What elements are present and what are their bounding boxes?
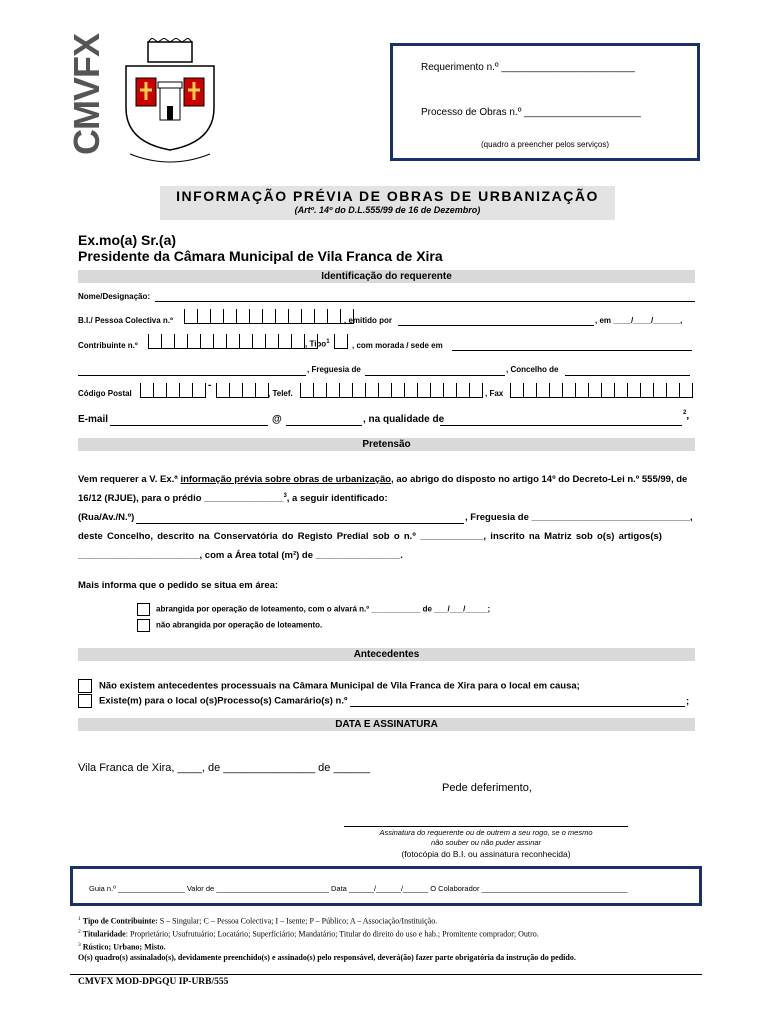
processo-camarario-field[interactable] [350, 695, 685, 707]
signature-caption-3: (fotocópia do B.I. ou assinatura reconhecida) [401, 849, 571, 859]
addressee-line2: Presidente da Câmara Municipal de Vila Franca de Xira [78, 248, 443, 264]
em-date-field[interactable]: , em ____/____/______, [595, 316, 683, 325]
emitido-label: , emitido por [344, 316, 392, 325]
emitido-field[interactable] [398, 316, 594, 326]
guia-box [70, 866, 702, 906]
checkbox[interactable] [78, 679, 92, 693]
codigo-postal-dash: - [208, 380, 212, 391]
contribuinte-label: Contribuinte n.º [78, 341, 138, 350]
services-box [390, 43, 700, 161]
checkbox[interactable] [137, 603, 150, 616]
footnotes [78, 914, 576, 964]
email-domain-field[interactable] [286, 416, 362, 426]
page-title: INFORMAÇÃO PRÉVIA DE OBRAS DE URBANIZAÇÃO [176, 188, 599, 204]
nome-field[interactable] [155, 292, 695, 302]
title-band [160, 186, 615, 220]
codigo-postal-boxes-1[interactable] [140, 383, 206, 398]
tipo-label: , Tipo$^1$ [305, 339, 330, 349]
fax-label: , Fax [485, 389, 504, 398]
area-option-loteamento[interactable]: abrangida por operação de loteamento, com o alvará n.º ___________ de ___/___/_____; [137, 603, 490, 616]
qualidade-label: , na qualidade de [363, 414, 445, 425]
checkbox[interactable] [137, 619, 150, 632]
requerimento-field[interactable]: Requerimento n.º ________________________ [421, 62, 635, 73]
antecedentes-option-2[interactable]: Existe(m) para o local o(s)Processo(s) Camarário(s) n.º [78, 694, 347, 708]
signature-caption-2: não souber ou não puder assinar [430, 838, 542, 847]
concelho-field[interactable] [565, 366, 690, 376]
area-option-nao-loteamento[interactable]: não abrangida por operação de loteamento. [137, 619, 322, 632]
pretensao-paragraph-4: deste Concelho, descrito na Conservatória do Registo Predial sob o n.º ____________, inscrito na Matriz sob o(s) artigos(s) [78, 531, 662, 542]
footnote-3: $^3$ Rústico; Urbano; Misto. [78, 942, 166, 952]
logo-vertical-text: CMVFX [66, 34, 107, 155]
tipo-box[interactable] [334, 334, 348, 349]
qualidade-field[interactable] [440, 416, 682, 426]
services-note: (quadro a preencher pelos serviços) [480, 140, 610, 149]
pede-deferimento: Pede deferimento, [442, 782, 532, 794]
contribuinte-boxes[interactable] [148, 334, 318, 349]
logo [60, 30, 225, 165]
pretensao-paragraph-3: (Rua/Av./N.º) [78, 512, 135, 523]
checkbox[interactable] [78, 694, 92, 708]
guia-fields[interactable]: Guia n.º ________________ Valor de ___________________________ Data ______/______/______ O Colaborador ___________________________________ [89, 884, 628, 893]
email-user-field[interactable] [110, 416, 268, 426]
freguesia-predio-field[interactable]: , Freguesia de ______________________________, [465, 512, 693, 523]
bi-boxes[interactable] [184, 309, 354, 324]
addressee-line1: Ex.mo(a) Sr.(a) [78, 232, 177, 248]
pretensao-paragraph-5: _______________________, com a Área total (m²) de ________________. [78, 550, 403, 561]
freguesia-label: , Freguesia de [307, 365, 361, 374]
nome-label: Nome/Designação: [78, 292, 151, 301]
form-code: CMVFX MOD-DPGQU IP-URB/555 [78, 977, 229, 987]
signature-line[interactable] [344, 816, 628, 827]
processo-obras-field[interactable]: Processo de Obras n.º _____________________ [421, 107, 641, 118]
morada-label: , com morada / sede em [352, 341, 443, 350]
concelho-label: , Concelho de [506, 365, 559, 374]
telef-label: , Telef. [268, 389, 293, 398]
antecedentes-end: ; [686, 696, 690, 707]
bi-label: B.I./ Pessoa Colectiva n.º [78, 316, 173, 325]
mais-informa-label: Mais informa que o pedido se situa em área: [78, 580, 279, 591]
footer-rule [70, 974, 702, 975]
footnote-2: $^2$ Titularidade: Proprietário; Usufrutuário; Locatário; Superficiário; Mandatário; Titular do direito do uso e hab.; Promitente comprador; Outro. [78, 929, 539, 939]
section-identificacao: Identificação do requerente [78, 270, 695, 283]
rua-field[interactable] [136, 512, 464, 524]
pretensao-paragraph-2: 16/12 (RJUE), para o prédio _______________$^3$, a seguir identificado: [78, 493, 388, 505]
local-data-field[interactable]: Vila Franca de Xira, ____, de _______________ de ______ [78, 762, 371, 774]
morada-continuation-field[interactable] [78, 366, 306, 376]
page-subtitle: (Artº. 14º do D.L.555/99 de 16 de Dezembro) [294, 205, 481, 215]
footnote-instruction: O(s) quadro(s) assinalado(s), devidamente preenchido(s) e assinado(s) pelo responsável, deverá(ão) fazer parte obrigatória da instrução do pedido. [78, 953, 576, 963]
codigo-postal-label: Código Postal [78, 389, 132, 398]
section-pretensao: Pretensão [78, 438, 695, 451]
section-data-assinatura: DATA E ASSINATURA [78, 718, 695, 731]
qualidade-end: $^2$, [683, 410, 690, 422]
crest-icon [118, 38, 222, 164]
section-antecedentes: Antecedentes [78, 648, 695, 661]
telef-boxes[interactable] [300, 383, 483, 398]
signature-caption-1: Assinatura do requerente ou de outrem a seu rogo, se o mesmo [379, 828, 593, 837]
pretensao-paragraph-1: Vem requerer a V. Ex.ª informação prévia sobre obras de urbanização, ao abrigo do disposto no artigo 14º do Decreto-Lei n.º 555/99, de [78, 474, 688, 485]
codigo-postal-boxes-2[interactable] [216, 383, 269, 398]
email-label: E-mail [78, 414, 109, 425]
freguesia-field[interactable] [365, 366, 505, 376]
fax-boxes[interactable] [510, 383, 693, 398]
footnote-1: $^1$ Tipo de Contribuinte: S – Singular; C – Pessoa Colectiva; I – Isente; P – Público; A – Associação/Instituição. [78, 916, 438, 926]
email-at: @ [272, 414, 282, 425]
antecedentes-option-1[interactable]: Não existem antecedentes processuais na Câmara Municipal de Vila Franca de Xira para o local em causa; [78, 679, 580, 693]
morada-field[interactable] [452, 341, 692, 351]
